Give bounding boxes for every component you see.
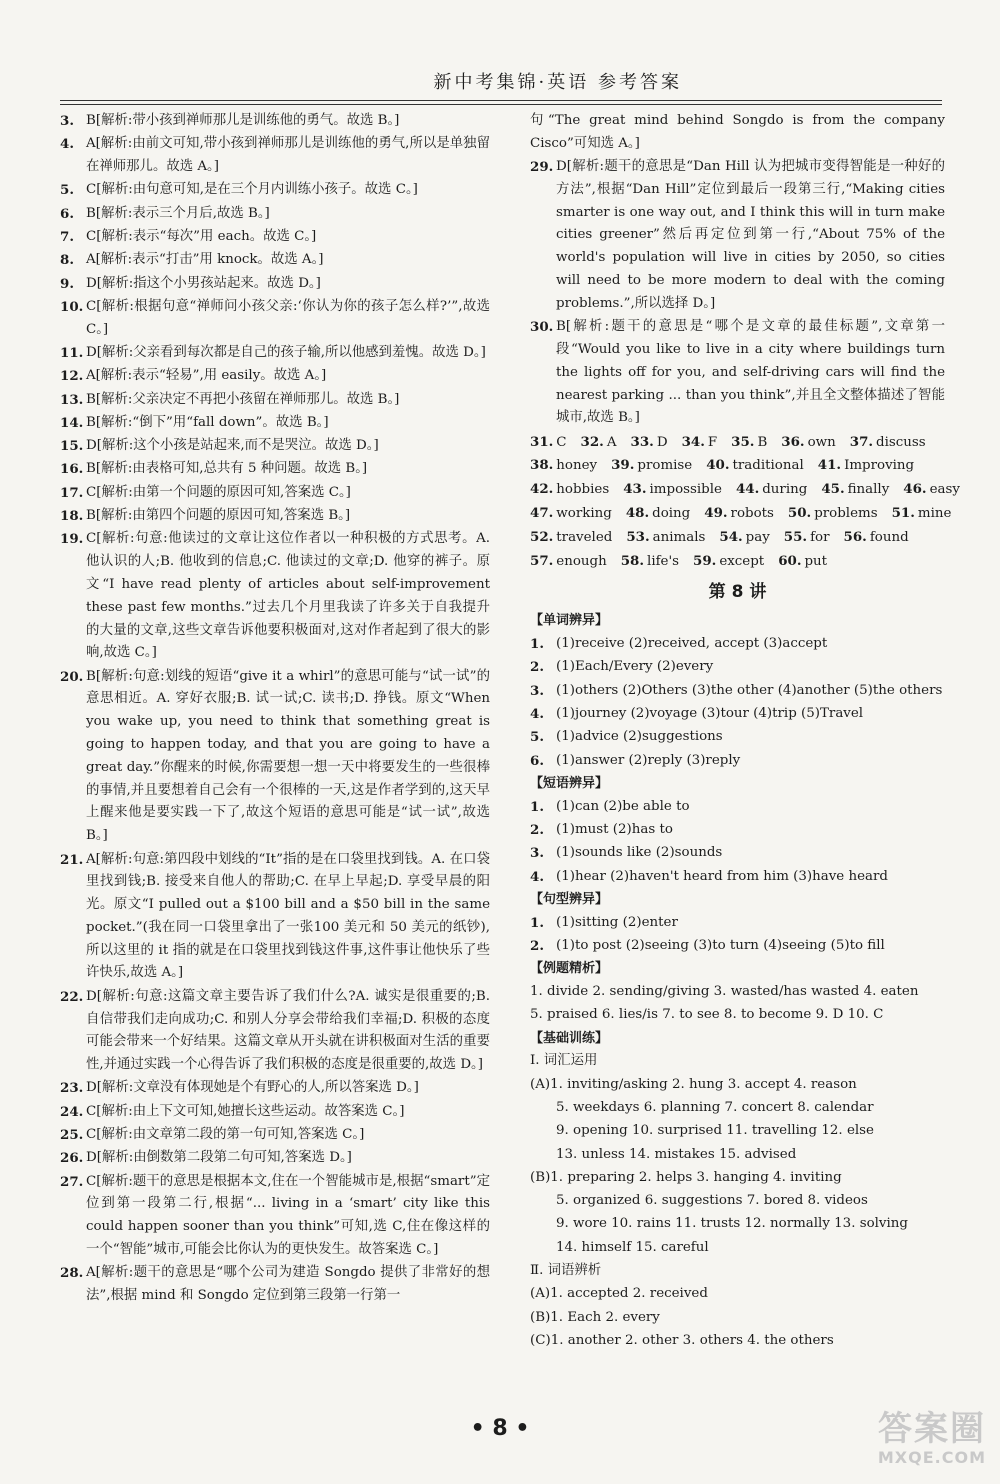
header-title: 新中考集锦·英语 参考答案	[433, 72, 682, 93]
answer-value: for	[810, 529, 830, 545]
answer-value: enough	[556, 553, 607, 569]
answer-cell	[778, 550, 827, 574]
item-text: (1)answer (2)reply (3)reply	[556, 752, 741, 768]
answer-cell	[682, 431, 718, 455]
answer-item	[530, 316, 945, 430]
item-text: 5. praised 6. lies/is 7. to see 8. to become 9. D 10. C	[530, 1007, 884, 1023]
item-number: 14.	[60, 414, 84, 431]
item-number: 2.	[530, 937, 544, 954]
item-number: 5.	[530, 729, 544, 746]
answer-item	[530, 680, 945, 703]
answer-cell	[788, 502, 878, 526]
answer-cell	[530, 502, 612, 526]
item-text: B[解析:题干的意思是“哪个是文章的最佳标题”,文章第一段“Would you like to live in a city where buildings turn the lights off for you, and self-driving cars will find the nearest parking ... than you think”,并且全文整体描述了智能城市,故选 B。]	[556, 319, 945, 426]
item-text: C[解析:根据句意“禅师问小孩父亲:‘你认为你的孩子怎么样?’”,故选 C。]	[86, 298, 490, 337]
answer-item	[60, 249, 490, 272]
answer-item	[530, 1190, 945, 1213]
item-text: B[解析:“倒下”用“fall down”。故选 B。]	[86, 414, 329, 430]
item-text: (C)1. another 2. other 3. others 4. the others	[530, 1332, 834, 1348]
item-text: 9. wore 10. rains 11. trusts 12. normally 13. solving	[556, 1216, 908, 1232]
item-text: Ⅰ. 词汇运用	[530, 1053, 598, 1069]
item-text: D[解析:由倒数第二段第二句可知,答案选 D。]	[86, 1150, 352, 1166]
answer-value: problems	[814, 506, 878, 522]
answer-cell	[736, 478, 807, 502]
item-text: B[解析:父亲决定不再把小孩留在禅师那儿。故选 B。]	[86, 391, 400, 407]
item-text: A[解析:题干的意思是“哪个公司为建造 Songdo 提供了非常好的想法”,根据 mind 和 Songdo 定位到第三段第一行第一	[86, 1265, 490, 1304]
answer-number: 49.	[704, 505, 728, 522]
item-number: 7.	[60, 228, 74, 245]
answer-value: promise	[637, 458, 693, 474]
answer-item	[530, 1050, 945, 1073]
answer-row	[530, 526, 945, 550]
item-text: (1)Each/Every (2)every	[556, 659, 714, 675]
answer-number: 41.	[817, 457, 842, 474]
item-text: D[解析:父亲看到每次都是自己的孩子输,所以他感到羞愧。故选 D。]	[86, 344, 486, 360]
answer-value: own	[807, 434, 836, 450]
answer-cell	[530, 478, 609, 502]
item-text: B[解析:带小孩到禅师那儿是训练他的勇气。故选 B。]	[86, 113, 400, 128]
item-text: (1)others (2)Others (3)the other (4)another (5)the others	[556, 682, 943, 698]
answer-item	[530, 819, 945, 842]
answer-number: 42.	[530, 481, 554, 498]
answer-number: 48.	[625, 505, 650, 522]
answer-item	[530, 1213, 945, 1236]
item-text: (A)1. accepted 2. received	[530, 1286, 708, 1302]
answer-value: doing	[652, 506, 691, 522]
answer-item	[60, 1147, 490, 1170]
item-number: 4.	[60, 136, 74, 153]
answer-item	[60, 273, 490, 296]
answer-value: animals	[652, 529, 706, 545]
answer-cell	[626, 526, 705, 550]
answer-number: 57.	[530, 552, 554, 569]
answer-value: put	[804, 553, 828, 569]
item-text: (1)sitting (2)enter	[556, 914, 678, 930]
answer-number: 44.	[735, 481, 760, 498]
answer-number: 50.	[787, 505, 812, 522]
item-number: 21.	[60, 851, 84, 868]
item-text: D[解析:这个小孩是站起来,而不是哭泣。故选 D。]	[86, 438, 379, 454]
answer-cell	[693, 550, 764, 574]
answer-cell	[530, 454, 597, 478]
item-number: 24.	[60, 1103, 84, 1120]
answer-cell	[844, 526, 909, 550]
answer-number: 47.	[530, 505, 554, 522]
watermark-url: MXQE.COM	[877, 1448, 986, 1467]
item-number: 3.	[60, 113, 74, 129]
item-text: (1)to post (2)seeing (3)to turn (4)seeing (5)to fill	[556, 937, 885, 953]
answer-item	[530, 1237, 945, 1260]
item-number: 3.	[530, 682, 544, 699]
answer-number: 36.	[781, 433, 805, 450]
section-heading: 【句型辨异】	[530, 891, 609, 907]
answer-item	[60, 1077, 490, 1100]
answer-item	[530, 912, 945, 935]
item-text: D[解析:指这个小男孩站起来。故选 D。]	[86, 275, 321, 291]
item-text: C[解析:由文章第二段的第一句可知,答案选 C。]	[86, 1127, 365, 1143]
item-text: B[解析:表示三个月后,故选 B。]	[86, 205, 270, 221]
answer-item	[60, 133, 490, 179]
answer-number: 51.	[891, 505, 915, 522]
answer-cell	[621, 550, 679, 574]
answer-value: life's	[647, 553, 680, 569]
answer-number: 53.	[626, 528, 650, 545]
item-text: D[解析:句意:这篇文章主要告诉了我们什么?A. 诚实是很重要的;B. 自信带我们走向成功;C. 和别人分享会带给我们幸福;D. 积极的态度可能会带来一个好结果。这篇文章从开头就在讲积极面对生活的重要性,并通过实践一个心得告诉了我们积极的态度是很重要的,故选 D。]	[86, 988, 490, 1073]
item-text: B[解析:由表格可知,总共有 5 种问题。故选 B。]	[86, 461, 368, 477]
item-number: 27.	[60, 1173, 84, 1190]
answer-item	[530, 796, 945, 819]
answer-number: 31.	[530, 433, 554, 450]
item-text: (1)can (2)be able to	[556, 798, 690, 814]
header-rule-bottom	[60, 104, 942, 105]
item-number: 20.	[60, 668, 84, 685]
item-text: C[解析:由第一个问题的原因可知,答案选 C。]	[86, 484, 351, 500]
page-header	[60, 68, 942, 98]
answer-item	[530, 842, 945, 865]
answer-item	[530, 1004, 945, 1027]
answer-value: pay	[745, 529, 770, 545]
answer-cell	[530, 431, 567, 455]
item-text: (1)advice (2)suggestions	[556, 729, 723, 745]
answer-value: B	[757, 434, 768, 450]
answer-number: 34.	[681, 433, 705, 450]
answer-cell	[821, 478, 889, 502]
item-number: 6.	[530, 752, 544, 769]
answer-value: finally	[847, 482, 890, 498]
answer-value: working	[556, 506, 612, 522]
watermark-logo	[851, 1410, 986, 1470]
lecture-title: 第 8 讲	[708, 582, 767, 603]
answer-item	[60, 389, 490, 412]
answer-number: 60.	[778, 552, 802, 569]
item-text: 13. unless 14. mistakes 15. advised	[556, 1146, 797, 1162]
answer-item	[60, 179, 490, 202]
answer-number: 46.	[903, 481, 927, 498]
answer-number: 55.	[783, 528, 808, 545]
answer-row	[530, 454, 945, 478]
item-text: C[解析:由上下文可知,她擅长这些运动。故答案选 C。]	[86, 1103, 405, 1119]
answer-value: C	[556, 434, 567, 450]
answer-item	[60, 435, 490, 458]
item-number: 26.	[60, 1150, 84, 1167]
answer-item	[530, 1074, 945, 1097]
answer-row	[530, 431, 945, 455]
answer-item	[530, 1097, 945, 1120]
item-text: A[解析:表示“打击”用 knock。故选 A。]	[86, 252, 324, 268]
header-rule-top	[60, 100, 942, 101]
answer-number: 52.	[530, 528, 554, 545]
answer-item	[530, 935, 945, 958]
answer-cell	[892, 502, 952, 526]
answer-cell	[626, 502, 690, 526]
answer-item	[60, 505, 490, 528]
answer-item	[60, 110, 490, 133]
item-text: A[解析:句意:第四段中划线的“It”指的是在口袋里找到钱。A. 在口袋里找到钱;B. 接受来自他人的帮助;C. 在早上早起;D. 享受早晨的阳光。原文“I pulled out a $100 bill and a $50 bill in the same pocket.”(我在同一口袋里拿出了一张100 美元和 50 美元的纸钞),所以这里的 it 指的就是在口袋里找到钱这件事,这件事让他快乐了些许快乐,故选 A。]	[86, 851, 490, 981]
answer-item	[530, 866, 945, 889]
answer-item	[60, 342, 490, 365]
item-text: B[解析:句意:划线的短语“give it a whirl”的意思可能与“试一试”的意思相近。A. 穿好衣服;B. 试一试;C. 读书;D. 挣钱。原文“When you wake up, you need to think that something great is going to happen today, and that you are going to have a great day.”你醒来的时候,你需要想一想一天中将要发生的一些很棒的事情,并且要想着自己会有一个很棒的一天,这是作者学到的,这天早上醒来他是要实践一下了,故这个短语的意思可能是“试一试”,故选 B。]	[86, 668, 490, 844]
item-number: 9.	[60, 275, 74, 292]
item-text: 9. opening 10. surprised 11. travelling 12. else	[556, 1123, 874, 1139]
answer-item	[60, 666, 490, 848]
answer-number: 39.	[611, 457, 635, 474]
item-number: 25.	[60, 1127, 84, 1144]
answer-value: during	[762, 482, 808, 498]
item-text: 1. divide 2. sending/giving 3. wasted/has wasted 4. eaten	[530, 983, 919, 999]
answer-item	[530, 981, 945, 1004]
item-text: (1)sounds like (2)sounds	[556, 845, 723, 861]
item-number: 4.	[530, 705, 544, 722]
item-text: (B)1. preparing 2. helps 3. hanging 4. inviting	[530, 1169, 842, 1185]
answer-cell	[704, 502, 774, 526]
answer-item	[60, 1124, 490, 1147]
answer-item	[530, 1307, 945, 1330]
section-heading: 【短语辨异】	[530, 775, 609, 791]
answer-number: 37.	[849, 433, 874, 450]
answer-number: 56.	[843, 528, 867, 545]
answer-item	[530, 156, 945, 316]
item-text: A[解析:表示“轻易”,用 easily。故选 A。]	[86, 368, 327, 384]
answer-value: discuss	[876, 434, 926, 450]
item-number: 16.	[60, 461, 84, 478]
answer-value: traditional	[732, 458, 804, 474]
answer-cell	[623, 478, 722, 502]
answer-item	[60, 203, 490, 226]
answer-item	[530, 1144, 945, 1167]
item-text: Ⅱ. 词语辨析	[530, 1263, 602, 1279]
item-text: (A)1. inviting/asking 2. hung 3. accept 4. reason	[530, 1076, 857, 1092]
answer-value: mine	[917, 506, 952, 522]
item-number: 29.	[530, 159, 554, 176]
item-text: 5. weekdays 6. planning 7. concert 8. calendar	[556, 1099, 874, 1115]
answer-cell	[581, 431, 617, 455]
answer-row	[530, 502, 952, 526]
answer-value: found	[869, 529, 909, 545]
item-text: (1)journey (2)voyage (3)tour (4)trip (5)Travel	[556, 705, 864, 721]
answer-item	[60, 458, 490, 481]
answer-value: F	[707, 434, 718, 450]
answer-value: traveled	[556, 529, 613, 545]
answer-row	[530, 478, 960, 502]
answer-cell	[631, 431, 668, 455]
watermark-text: 答案圈	[878, 1409, 986, 1449]
answer-item	[530, 726, 945, 749]
answer-number: 38.	[530, 457, 554, 474]
item-number: 28.	[60, 1265, 84, 1282]
right-column	[530, 110, 960, 1353]
item-number: 2.	[530, 659, 544, 676]
item-number: 2.	[530, 821, 544, 838]
answer-cell	[530, 526, 612, 550]
section-heading: 【单词辨异】	[530, 613, 609, 629]
answer-item	[530, 110, 945, 156]
item-number: 1.	[530, 636, 544, 653]
answer-item	[60, 1171, 490, 1262]
item-text: 5. organized 6. suggestions 7. bored 8. videos	[556, 1193, 868, 1209]
answer-cell	[850, 431, 926, 455]
answer-item	[60, 482, 490, 505]
item-number: 4.	[530, 868, 544, 885]
answer-item	[60, 1262, 490, 1308]
item-text: C[解析:句意:他读过的文章让这位作者以一种积极的方式思考。A. 他认识的人;B. 他收到的信息;C. 他读过的文章;D. 他穿的裤子。原文“I have read plenty of articles about self-improvement these past few months.”过去几个月里我读了许多关于自我提升的大量的文章,这些文章告诉他要积极面对,这对作者起到了很大的影响,故选 C。]	[86, 531, 490, 661]
item-text: D[解析:题干的意思是“Dan Hill 认为把城市变得智能是一种好的方法”,根据“Dan Hill”定位到最后一段第三行,“Making cities smarter is one way out, and I think this will in turn make cities greener”然后再定位到第一行,“About 75% of the world's population will live in cities by 2050, so cities will need to be more modern to deal with the coming problems.”,所以选择 D。]	[556, 159, 945, 311]
item-text: D[解析:文章没有体现她是个有野心的人,所以答案选 D。]	[86, 1080, 419, 1096]
item-text: C[解析:表示“每次”用 each。故选 C。]	[86, 228, 317, 244]
item-number: 23.	[60, 1080, 84, 1097]
item-text: (1)receive (2)received, accept (3)accept	[556, 636, 828, 652]
item-text: B[解析:由第四个问题的原因可知,答案选 B。]	[86, 508, 351, 524]
left-column	[60, 110, 490, 1308]
item-number: 1.	[530, 798, 544, 815]
answer-number: 45.	[821, 481, 845, 498]
answer-value: impossible	[649, 482, 722, 498]
item-text: A[解析:由前文可知,带小孩到禅师那儿是训练他的勇气,所以是单独留在禅师那儿。故选 A。]	[86, 136, 490, 175]
answer-item	[60, 1101, 490, 1124]
item-number: 5.	[60, 182, 74, 199]
item-text: (1)must (2)has to	[556, 821, 673, 837]
item-text: (B)1. Each 2. every	[530, 1309, 660, 1325]
section-heading: 【例题精析】	[530, 961, 609, 977]
item-text: 句“The great mind behind Songdo is from the company Cisco”可知选 A。]	[530, 113, 945, 151]
answer-number: 33.	[630, 433, 654, 450]
item-number: 6.	[60, 205, 74, 222]
answer-item	[530, 656, 945, 679]
answer-number: 32.	[580, 433, 604, 450]
answer-item	[60, 296, 490, 342]
item-text: C[解析:由句意可知,是在三个月内训练小孩子。故选 C。]	[86, 182, 418, 198]
answer-value: Improving	[844, 458, 915, 474]
answer-item	[530, 1260, 945, 1283]
answer-cell	[818, 454, 914, 478]
answer-value: robots	[730, 506, 774, 522]
answer-cell	[784, 526, 830, 550]
answer-cell	[903, 478, 960, 502]
answer-value: A	[606, 434, 617, 450]
answer-value: except	[719, 553, 765, 569]
item-number: 12.	[60, 368, 84, 385]
item-number: 8.	[60, 252, 74, 269]
answer-value: hobbies	[556, 482, 610, 498]
answer-item	[60, 412, 490, 435]
answer-number: 59.	[693, 552, 717, 569]
answer-item	[530, 1120, 945, 1143]
answer-cell	[719, 526, 769, 550]
answer-item	[530, 703, 945, 726]
item-text: C[解析:题干的意思是根据本文,住在一个智能城市是,根据“smart”定位到第一段第二行,根据“... living in a ‘smart’ city like this could happen sooner than you think”可知,选 C,住在像这样的一个“智能”城市,可能会比你认为的更快发生。故答案选 C。]	[86, 1173, 490, 1258]
item-number: 13.	[60, 391, 84, 408]
item-number: 18.	[60, 508, 84, 525]
item-number: 17.	[60, 484, 84, 501]
answer-cell	[611, 454, 692, 478]
answer-item	[530, 1330, 945, 1353]
answer-cell	[781, 431, 835, 455]
item-number: 22.	[60, 988, 84, 1005]
answer-cell	[706, 454, 804, 478]
item-number: 15.	[60, 438, 84, 455]
answer-item	[60, 226, 490, 249]
section-heading: 【基础训练】	[530, 1030, 609, 1046]
answer-item	[530, 1167, 945, 1190]
answer-item	[530, 750, 945, 773]
item-number: 11.	[60, 344, 84, 361]
answer-value: D	[656, 434, 668, 450]
answer-value: easy	[929, 482, 960, 498]
answer-item	[60, 365, 490, 388]
answer-number: 58.	[620, 552, 645, 569]
answer-value: honey	[556, 458, 598, 474]
answer-number: 35.	[731, 433, 755, 450]
answer-item	[60, 849, 490, 986]
answer-item	[530, 1283, 945, 1306]
item-number: 3.	[530, 845, 544, 862]
answer-number: 54.	[719, 528, 743, 545]
answer-number: 40.	[706, 457, 730, 474]
answer-item	[530, 633, 945, 656]
page-number: • 8 •	[470, 1416, 530, 1441]
answer-item	[60, 528, 490, 665]
answer-row	[530, 550, 945, 574]
answer-item	[60, 986, 490, 1077]
item-text: 14. himself 15. careful	[556, 1239, 709, 1255]
item-number: 30.	[530, 319, 554, 336]
item-number: 19.	[60, 531, 84, 548]
answer-cell	[530, 550, 607, 574]
answer-cell	[731, 431, 767, 455]
item-number: 10.	[60, 298, 84, 315]
item-text: (1)hear (2)haven't heard from him (3)have heard	[556, 868, 888, 884]
item-number: 1.	[530, 914, 544, 931]
answer-number: 43.	[623, 481, 647, 498]
